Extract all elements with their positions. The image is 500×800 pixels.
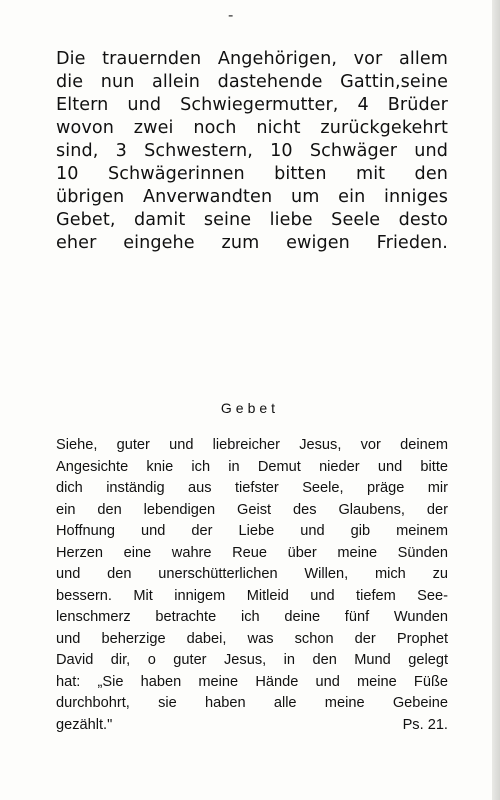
- prayer-line: ein den lebendigen Geist des Glaubens, der: [56, 501, 448, 518]
- prayer-line: David dir, o guter Jesus, in den Mund gelegt: [56, 652, 448, 668]
- mourning-notice: [56, 48, 448, 255]
- prayer-line: lenschmerz betrachte ich deine fünf Wunden: [56, 609, 448, 625]
- prayer-line: und beherzige dabei, was schon der Prophet: [56, 630, 448, 647]
- top-mark: -: [228, 7, 234, 24]
- prayer-line: hat: „Sie haben meine Hände und meine Füße: [56, 673, 448, 690]
- prayer-line: Angesichte knie ich in Demut nieder und bitte: [56, 458, 448, 475]
- notice-line: die nun allein dastehende Gattin,seine: [56, 72, 448, 92]
- prayer-title: Gebet: [220, 400, 280, 416]
- prayer-closing-text: gezählt.": [56, 716, 113, 733]
- notice-line: 10 Schwägerinnen bitten mit den: [56, 164, 448, 184]
- prayer-line: Hoffnung und der Liebe und gib meinem: [56, 523, 448, 539]
- notice-line: Die trauernden Angehörigen, vor allem: [56, 49, 448, 69]
- notice-line: Eltern und Schwiegermutter, 4 Brüder: [56, 95, 448, 115]
- prayer-line: Siehe, guter und liebreicher Jesus, vor deinem: [56, 437, 448, 453]
- prayer-line: bessern. Mit innigem Mitleid und tiefem See-: [56, 587, 448, 604]
- psalm-reference: Ps. 21.: [402, 716, 448, 733]
- prayer-text: [56, 435, 448, 736]
- notice-line: Gebet, damit seine liebe Seele desto: [56, 210, 448, 230]
- notice-line: übrigen Anverwandten um ein inniges: [56, 187, 448, 207]
- notice-line: wovon zwei noch nicht zurückgekehrt: [56, 118, 448, 138]
- notice-line: eher eingehe zum ewigen Frieden.: [56, 233, 448, 253]
- prayer-line: Herzen eine wahre Reue über meine Sünden: [56, 544, 448, 561]
- prayer-line: dich inständig aus tiefster Seele, präge mir: [56, 480, 448, 496]
- prayer-last-line: [56, 715, 448, 737]
- prayer-line: durchbohrt, sie haben alle meine Gebeine: [56, 695, 448, 711]
- card-edge: [492, 0, 500, 800]
- prayer-line: und den unerschütterlichen Willen, mich zu: [56, 566, 448, 582]
- notice-line: sind, 3 Schwestern, 10 Schwäger und: [56, 141, 448, 161]
